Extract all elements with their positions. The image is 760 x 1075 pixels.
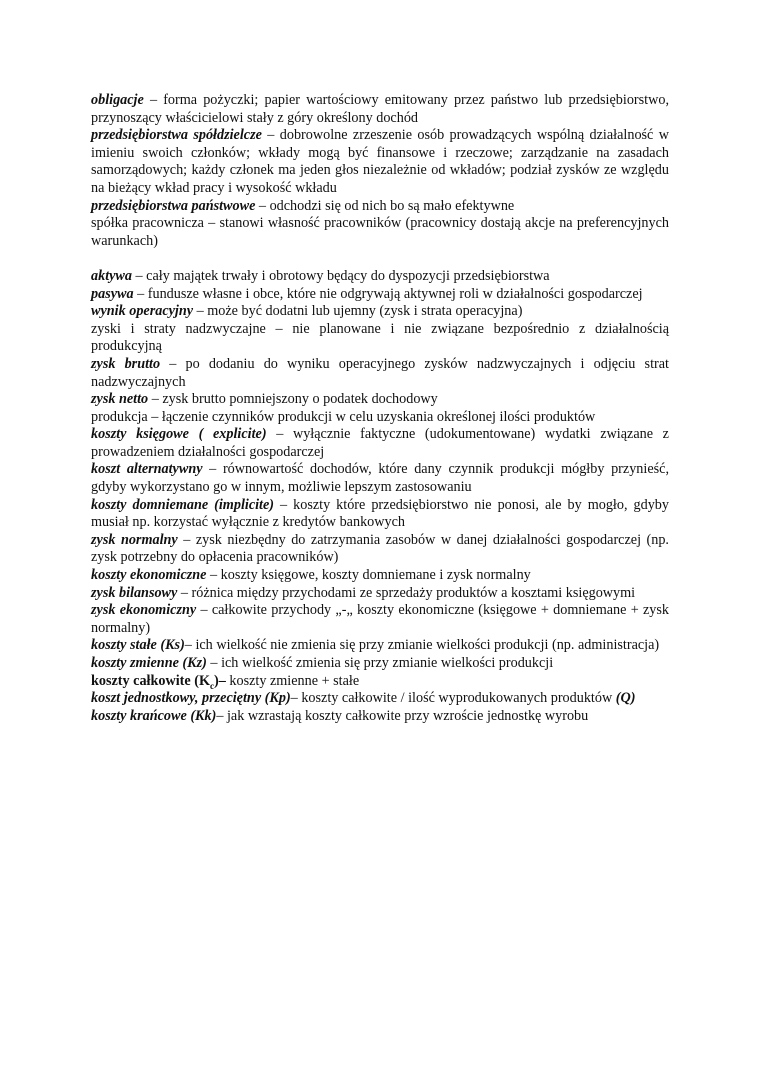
term: zysk bilansowy <box>91 584 178 601</box>
definition-zysk-brutto <box>91 356 669 391</box>
term: koszty zmienne (Kz) <box>91 655 207 671</box>
definition: – fundusze własne i obce, które nie odgrywają aktywnej roli w działalności gospodarczej <box>133 285 643 302</box>
definition-zyski-straty-nadzwyczajne <box>91 321 669 356</box>
definition-koszty-ekonomiczne <box>91 567 669 585</box>
definition: – dobrowolne zrzeszenie osób prowadzących wspólną działalność w imieniu swoich członków; wkłady mogą być finansowe i rzeczowe; zarządzanie na zasadach samorządowych; każdy członek ma jeden głos niezależnie od wkładów; podział zysków ze względu na bieżący wkład pracy i wysokość wkładu <box>91 127 669 196</box>
definition: – koszty które przedsiębiorstwo nie ponosi, ale by mogło, gdyby musiał np. korzystać wyłącznie z kredytów bankowych <box>91 496 669 531</box>
definition: – koszty całkowite / ilość wyprodukowanych produktów <box>290 690 616 707</box>
definition: – równowartość dochodów, które dany czynnik produkcji mógłby przynieść, gdyby wykorzystano go w innym, możliwie lepszym zastosowaniu <box>91 461 669 496</box>
term: przedsiębiorstwa państwowe <box>91 197 256 214</box>
term-q: (Q) <box>615 690 636 707</box>
term: wynik operacyjny <box>91 303 194 320</box>
definition: spółka pracownicza – stanowi własność pracowników (pracownicy dostają akcje na preferencyjnych warunkach) <box>91 215 669 249</box>
term: obligacje <box>91 92 144 108</box>
term-text: koszty całkowite (K <box>91 672 211 689</box>
definition: – może być dodatni lub ujemny (zysk i strata operacyjna) <box>193 303 523 320</box>
definition-koszt-alternatywny <box>91 461 669 496</box>
definition: produkcja – łączenie czynników produkcji w celu uzyskania określonej ilości produktów <box>91 408 596 425</box>
definition-produkcja <box>91 409 669 427</box>
definition: – zysk brutto pomniejszony o podatek dochodowy <box>148 391 438 408</box>
definition: – zysk niezbędny do zatrzymania zasobów w danej działalności gospodarczej (np. zysk potrzebny do opłacenia pracowników) <box>91 531 669 566</box>
definition-przedsiebiorstwa-panstwowe <box>91 198 669 216</box>
definition: – cały majątek trwały i obrotowy będący do dyspozycji przedsiębiorstwa <box>131 267 550 284</box>
definition-pasywa <box>91 286 669 304</box>
definition: – ich wielkość zmienia się przy zmianie wielkości produkcji <box>206 655 554 671</box>
definition: – jak wzrastają koszty całkowite przy wzroście jednostkę wyrobu <box>216 707 589 724</box>
term: zysk netto <box>91 391 149 408</box>
term: koszty księgowe ( explicite) <box>91 426 267 443</box>
term: koszty stałe (Ks) <box>91 637 185 654</box>
definition: – różnica między przychodami ze sprzedaży produktów a kosztami księgowymi <box>177 584 636 601</box>
term: zysk normalny <box>91 531 178 548</box>
definition-spolka-pracownicza <box>91 215 669 250</box>
definition-zysk-normalny <box>91 532 669 567</box>
definition-zysk-ekonomiczny <box>91 602 669 637</box>
document-page <box>91 92 669 725</box>
definition-przedsiebiorstwa-spoldzielcze <box>91 127 669 197</box>
term: pasywa <box>91 285 134 302</box>
definition-aktywa <box>91 268 669 286</box>
definition-koszty-krancowe <box>91 708 669 726</box>
term: zysk brutto <box>91 355 161 372</box>
definition: – po dodaniu do wyniku operacyjnego zysków nadzwyczajnych i odjęciu strat nadzwyczajnych <box>91 355 669 390</box>
term-text-end: )– <box>214 672 226 689</box>
definition-koszty-domniemane <box>91 497 669 532</box>
definition: – wyłącznie faktyczne (udokumentowane) wydatki związane z prowadzeniem działalności gospodarczej <box>91 426 669 460</box>
definition: – ich wielkość nie zmienia się przy zmianie wielkości produkcji (np. administracja) <box>184 637 660 654</box>
definition: – koszty księgowe, koszty domniemane i zysk normalny <box>206 567 531 584</box>
definition-zysk-netto <box>91 391 669 409</box>
definition: koszty zmienne + stałe <box>225 672 360 689</box>
blank-line <box>91 250 669 268</box>
definition: – odchodzi się od nich bo są mało efektywne <box>255 197 515 214</box>
definition-wynik-operacyjny <box>91 303 669 321</box>
term: zysk ekonomiczny <box>91 602 197 619</box>
term: koszty ekonomiczne <box>91 567 207 584</box>
term: koszt alternatywny <box>91 461 203 478</box>
definition: – całkowite przychody „-„ koszty ekonomiczne (księgowe + domniemane + zysk normalny) <box>91 602 669 636</box>
definition-koszty-zmienne <box>91 655 669 673</box>
term-subscript: c <box>210 680 215 691</box>
definition-zysk-bilansowy <box>91 585 669 603</box>
definition-obligacje <box>91 92 669 127</box>
term: przedsiębiorstwa spółdzielcze <box>91 127 262 144</box>
term <box>91 673 226 689</box>
definition-koszty-stale <box>91 637 669 655</box>
term: koszty krańcowe (Kk) <box>91 707 217 724</box>
definition: zyski i straty nadzwyczajne – nie planowane i nie związane bezpośrednio z działalnością produkcyjną <box>91 320 669 355</box>
definition: – forma pożyczki; papier wartościowy emitowany przez państwo lub przedsiębiorstwo, przynoszący właścicielowi stały z góry określony dochód <box>91 92 669 126</box>
definition-koszty-calkowite <box>91 673 669 691</box>
definition-koszt-jednostkowy <box>91 690 669 708</box>
term: aktywa <box>91 267 132 284</box>
term: koszty domniemane (implicite) <box>91 496 275 513</box>
term: koszt jednostkowy, przeciętny (Kp) <box>91 690 291 707</box>
definition-koszty-ksiegowe <box>91 426 669 461</box>
